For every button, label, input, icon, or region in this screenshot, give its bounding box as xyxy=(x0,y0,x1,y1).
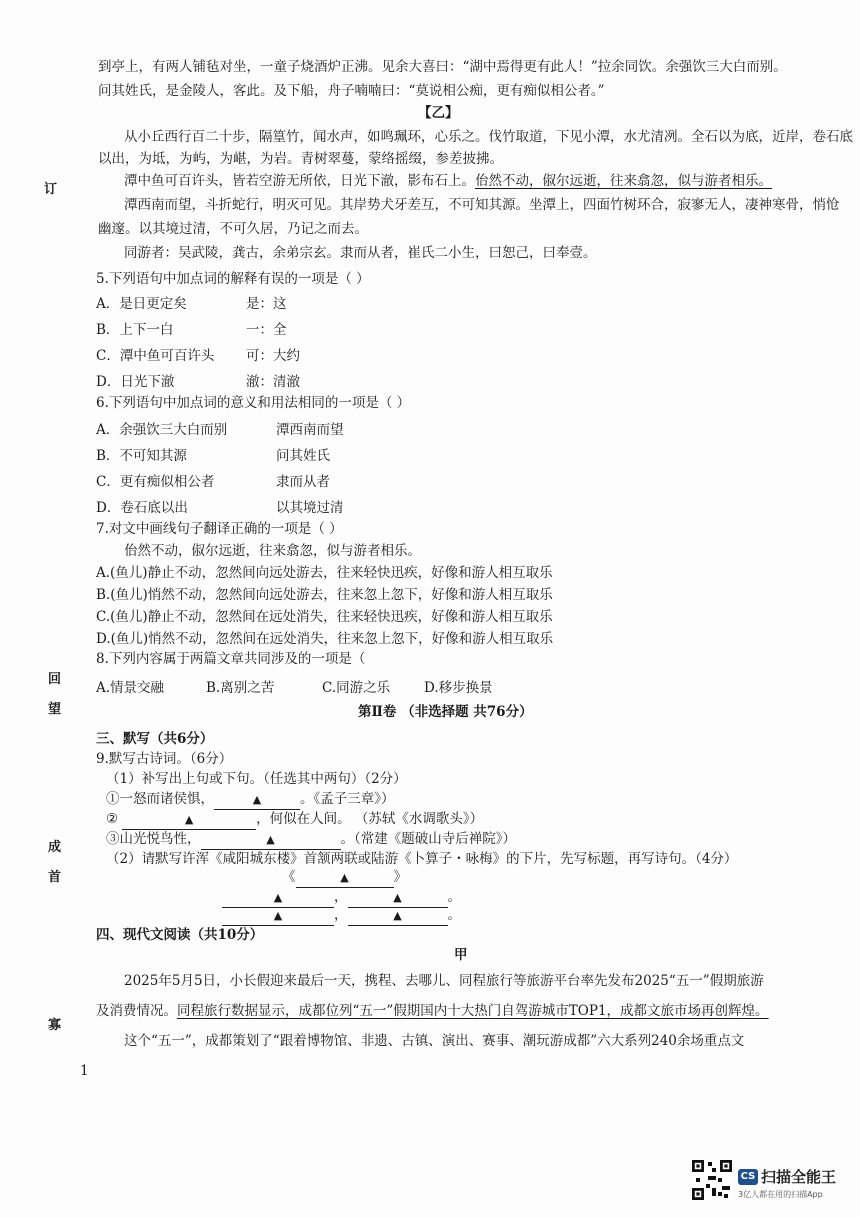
margin-mark: 望 xyxy=(48,702,62,717)
title-open: 《 xyxy=(282,869,296,885)
q5-option-d-gloss: 澈：清澈 xyxy=(246,374,300,390)
item3-pre: ③山光悦鸟性， xyxy=(106,831,201,847)
q8-stem: 8.下列内容属于两篇文章共同涉及的一项是（ xyxy=(96,651,366,667)
margin-mark: 寡 xyxy=(48,1018,62,1033)
triangle-icon: ▲ xyxy=(252,793,262,806)
passage-yi-p2a: 潭中鱼可百许头，皆若空游无所依，日光下澈，影布石上。 xyxy=(124,173,475,189)
scanner-watermark xyxy=(738,1166,836,1200)
section4-p1b-pre: 及消费情况。 xyxy=(96,1003,177,1019)
comma: ， xyxy=(334,907,348,923)
page-number: 1 xyxy=(80,1063,89,1079)
q8-option-d: D.移步换景 xyxy=(424,680,493,696)
q8-option-a: A.情景交融 xyxy=(96,680,165,696)
q8-option-b: B.离别之苦 xyxy=(206,680,275,696)
q7-option-a: A.(鱼儿)静止不动，忽然间向远处游去，往来轻快迅疾，好像和游人相互取乐 xyxy=(96,565,553,581)
q5-stem: 5.下列语句中加点词的解释有误的一项是（ ） xyxy=(96,271,370,287)
q7-option-c: C.(鱼儿)静止不动，忽然间在远处消失，往来轻快迅疾，好像和游人相互取乐 xyxy=(96,609,553,625)
q6-option-d-compare: 以其境过清 xyxy=(276,500,344,516)
passage-yi-p1b: 以出，为坻，为屿，为嵁，为岩。青树翠蔓，蒙络摇缀，参差披拂。 xyxy=(98,151,503,167)
volume2-title: 第Ⅱ卷 （非选择题 共76分） xyxy=(358,704,533,720)
q6-option-a: A．余强饮三大白而别 xyxy=(96,422,228,438)
period: 。 xyxy=(447,889,461,905)
q5-option-a: A．是日更定矣 xyxy=(96,296,187,312)
triangle-icon: ▲ xyxy=(273,891,283,904)
answer-blank-2[interactable] xyxy=(122,810,256,830)
q7-quote: 佁然不动，俶尔远逝，往来翕忽，似与游者相乐。 xyxy=(124,543,421,559)
margin-mark: 回 xyxy=(48,672,62,687)
margin-mark: 成 xyxy=(48,840,62,855)
scanner-logo-icon: CS xyxy=(738,1169,758,1185)
poem-title-blank-row xyxy=(282,868,407,888)
section4-p1b xyxy=(96,1002,769,1020)
q7-option-d: D.(鱼儿)悄然不动，忽然间在远处消失，往来忽上忽下，好像和游人相互取乐 xyxy=(96,631,554,647)
margin-mark: 首 xyxy=(48,870,62,885)
passage-jia-line-2: 问其姓氏，是金陵人，客此。及下船，舟子喃喃曰：“莫说相公痴，更有痴似相公者。” xyxy=(98,83,605,99)
title-close: 》 xyxy=(393,869,407,885)
section4-heading: 四、现代文阅读（共10分） xyxy=(96,927,264,943)
item3-post: 。（常建《题破山寺后禅院》） xyxy=(340,831,516,847)
item2-post: ，何似在人间。 （苏轼《水调歌头》） xyxy=(256,811,484,827)
passage-yi-p3b: 幽邃。以其境过清，不可久居，乃记之而去。 xyxy=(98,221,368,237)
passage-yi-heading: 【乙】 xyxy=(418,105,459,121)
period: 。 xyxy=(447,907,461,923)
passage-yi-p1a: 从小丘西行百二十步，隔篁竹，闻水声，如鸣珮环，心乐之。伐竹取道，下见小潭，水尤清冽。全石以为底，近岸，卷石底 xyxy=(124,129,853,145)
triangle-icon: ▲ xyxy=(266,833,275,846)
passage-yi-p4: 同游者：吴武陵，龚古，余弟宗玄。隶而从者，崔氏二小生，曰恕己，曰奉壹。 xyxy=(124,245,597,261)
passage-yi-p3a: 潭西南而望，斗折蛇行，明灭可见。其岸势犬牙差互，不可知其源。坐潭上，四面竹树环合，寂寥无人，凄神寒骨，悄怆 xyxy=(124,197,840,213)
triangle-icon: ▲ xyxy=(273,909,283,922)
q5-option-b-gloss: 一：全 xyxy=(246,322,287,338)
underlined-sentence: 佁然不动，俶尔远逝，往来翕忽，似与游者相乐。 xyxy=(475,173,772,189)
q5-option-c-gloss: 可：大约 xyxy=(246,348,300,364)
q5-option-a-gloss: 是：这 xyxy=(246,296,287,312)
poem-blank-4[interactable] xyxy=(348,906,448,926)
qr-code-icon xyxy=(692,1160,732,1200)
margin-mark: 订 xyxy=(44,182,58,197)
q5-option-c: C．潭中鱼可百许头 xyxy=(96,348,215,364)
q6-option-c: C．更有痴似相公者 xyxy=(96,474,215,490)
triangle-icon: ▲ xyxy=(393,909,402,922)
q8-option-c: C.同游之乐 xyxy=(322,680,391,696)
q5-option-b: B．上下一白 xyxy=(96,322,174,338)
section3-heading: 三、默写（共6分） xyxy=(96,731,214,747)
q6-stem: 6.下列语句中加点词的意义和用法相同的一项是（ ） xyxy=(96,395,411,411)
q9-stem: 9.默写古诗词。（6分） xyxy=(96,751,233,767)
q7-option-b: B.(鱼儿)悄然不动，忽然间向远处游去，往来忽上忽下，好像和游人相互取乐 xyxy=(96,587,553,603)
answer-blank-3[interactable] xyxy=(201,830,341,850)
q6-option-b-compare: 问其姓氏 xyxy=(276,448,330,464)
section4-sub-heading: 甲 xyxy=(454,947,468,963)
scanner-tagline: 3亿人都在用的扫描App xyxy=(738,1190,823,1199)
poem-line-row-1 xyxy=(222,888,461,908)
q9-item-3 xyxy=(106,830,516,850)
poem-blank-3[interactable] xyxy=(222,906,334,926)
triangle-icon: ▲ xyxy=(393,891,402,904)
scanner-app-name: 扫描全能王 xyxy=(761,1168,837,1186)
poem-title-blank[interactable] xyxy=(296,868,394,888)
triangle-icon: ▲ xyxy=(340,871,349,884)
section4-p1a: 2025年5月5日，小长假迎来最后一天，携程、去哪儿、同程旅行等旅游平台率先发布2025“五一”假期旅游 xyxy=(124,973,764,989)
section4-underlined-sentence: 同程旅行数据显示，成都位列“五一”假期国内十大热门自驾游城市TOP1，成都文旅市场再创辉煌。 xyxy=(177,1003,769,1019)
q5-option-d: D．日光下澈 xyxy=(96,374,175,390)
q6-option-b: B．不可知其源 xyxy=(96,448,187,464)
q9-item-2 xyxy=(106,810,483,830)
q6-option-a-compare: 潭西南而望 xyxy=(276,422,344,438)
triangle-icon: ▲ xyxy=(184,813,194,826)
q9-sub2: （2）请默写许浑《咸阳城东楼》首颔两联或陆游《卜算子・咏梅》的下片，先写标题，再写诗句。（4分） xyxy=(106,851,738,867)
q7-stem: 7.对文中画线句子翻译正确的一项是（ ） xyxy=(96,521,343,537)
item1-pre: ①一怒而诸侯惧， xyxy=(106,791,214,807)
answer-blank-1[interactable] xyxy=(214,790,300,810)
q9-item-1 xyxy=(106,790,395,810)
q6-option-c-compare: 隶而从者 xyxy=(276,474,330,490)
q9-sub1: （1）补写出上句或下句。（任选其中两句）（2分） xyxy=(106,771,407,787)
q6-option-d: D．卷石底以出 xyxy=(96,500,188,516)
comma: ， xyxy=(334,889,348,905)
poem-blank-1[interactable] xyxy=(222,888,334,908)
passage-jia-line-1: 到亭上，有两人铺毡对坐，一童子烧酒炉正沸。见余大喜曰：“湖中焉得更有此人！”拉余同饮。余强饮三大白而别。 xyxy=(98,59,787,75)
section4-p2: 这个“五一”，成都策划了“跟着博物馆、非遗、古镇、演出、赛事、潮玩游成都”六大系列240余场重点文 xyxy=(124,1033,745,1049)
poem-blank-2[interactable] xyxy=(348,888,448,908)
poem-line-row-2 xyxy=(222,906,461,926)
passage-yi-p2 xyxy=(124,172,772,190)
item1-post: 。《孟子三章》） xyxy=(300,791,395,807)
item2-pre: ② xyxy=(106,811,119,827)
